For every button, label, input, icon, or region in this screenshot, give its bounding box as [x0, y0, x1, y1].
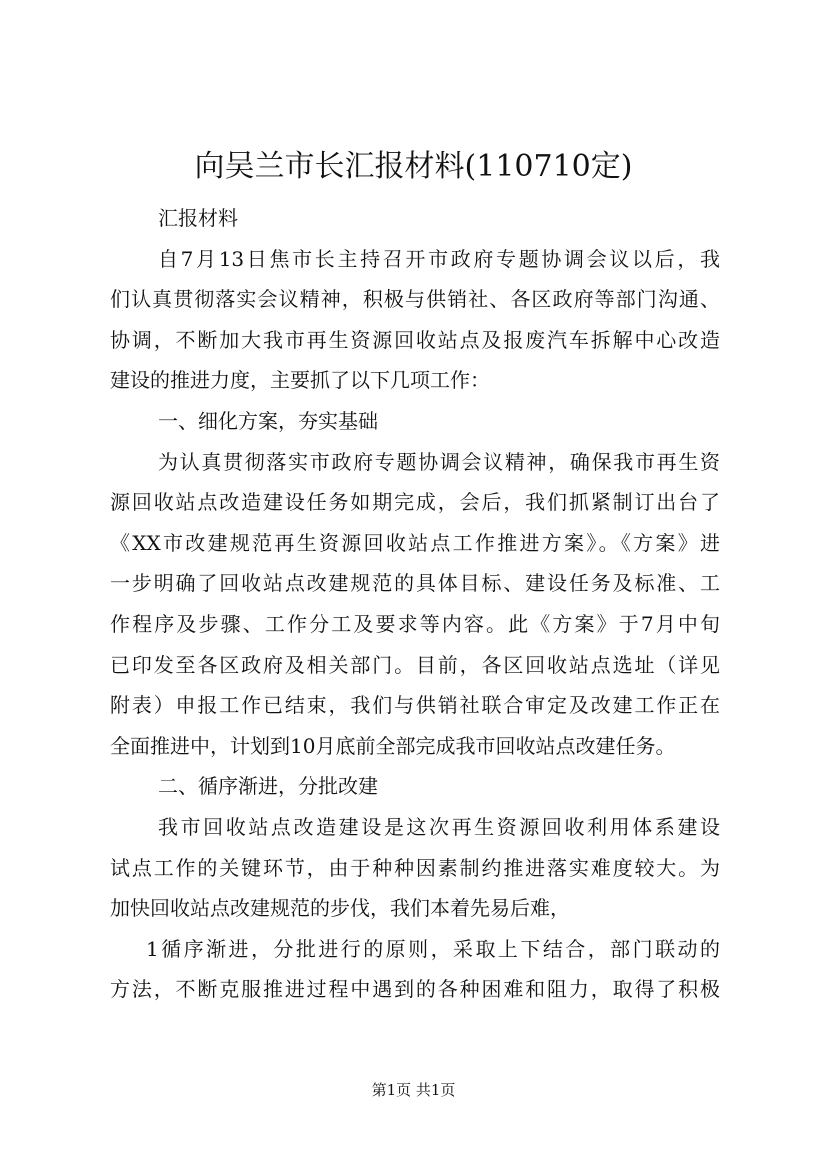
- paragraph-line: 我市回收站点改造建设是这次再生资源回收利用体系建设: [158, 814, 720, 839]
- paragraph-line: 已印发至各区政府及相关部门。目前，各区回收站点选址（详见: [110, 652, 720, 677]
- paragraph-line: 为认真贯彻落实市政府专题协调会议精神，确保我市再生资: [158, 449, 720, 474]
- paragraph-line: 附表）申报工作已结束，我们与供销社联合审定及改建工作正在: [110, 693, 720, 718]
- paragraph-line: 协调，不断加大我市再生资源回收站点及报废汽车拆解中心改造: [110, 327, 720, 352]
- paragraph-line: 全面推进中，计划到10月底前全部完成我市回收站点改建任务。: [110, 733, 676, 758]
- paragraph-line: 方法，不断克服推进过程中遇到的各种困难和阻力，取得了积极: [110, 977, 720, 1002]
- document-title: 向吴兰市长汇报材料(110710定): [194, 149, 633, 184]
- paragraph-line: 1循序渐进，分批进行的原则，采取上下结合，部门联动的: [146, 936, 720, 961]
- paragraph-line: 建设的推进力度，主要抓了以下几项工作：: [110, 368, 490, 393]
- paragraph-line: 一步明确了回收站点改建规范的具体目标、建设任务及标准、工: [110, 571, 720, 596]
- section-heading-1: 一、细化方案，夯实基础: [158, 408, 378, 433]
- paragraph-line: 《XX市改建规范再生资源回收站点工作推进方案》。《方案》进: [110, 530, 720, 555]
- paragraph-line: 试点工作的关键环节，由于种种因素制约推进落实难度较大。为: [110, 855, 720, 880]
- paragraph-line: 源回收站点改造建设任务如期完成，会后，我们抓紧制订出台了: [110, 490, 720, 515]
- section-label: 汇报材料: [158, 206, 238, 230]
- paragraph-line: 加快回收站点改建规范的步伐，我们本着先易后难，: [110, 896, 570, 921]
- page-number-footer: 第1页 共1页: [371, 1081, 456, 1099]
- section-heading-2: 二、循序渐进，分批改建: [158, 774, 378, 799]
- document-body: [110, 198, 720, 1010]
- paragraph-line: 作程序及步骤、工作分工及要求等内容。此《方案》于7月中旬: [110, 611, 720, 636]
- paragraph-line: 们认真贯彻落实会议精神，积极与供销社、各区政府等部门沟通、: [110, 287, 720, 312]
- paragraph-line: 自7月13日焦市长主持召开市政府专题协调会议以后，我: [158, 246, 720, 271]
